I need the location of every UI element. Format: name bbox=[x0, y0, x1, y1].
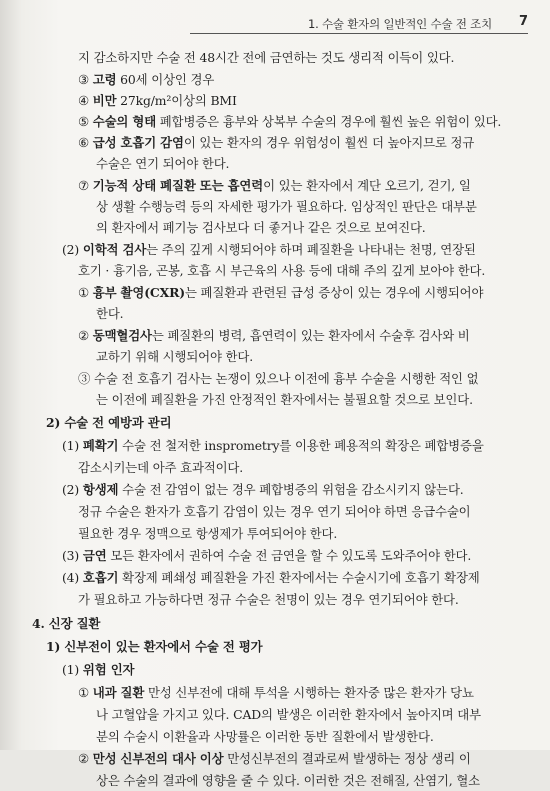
line-rest: 수술 전 감염이 없는 경우 폐합병증의 위험을 감소시키지 않는다. bbox=[118, 482, 464, 497]
line-prefix: ⑦ bbox=[78, 178, 93, 193]
line-prefix: ⑤ bbox=[78, 114, 93, 129]
text-line: 분의 수술시 이환율과 사망률은 이러한 동반 질환에서 발생한다. bbox=[96, 729, 434, 744]
line-emphasis: 만성 신부전의 대사 이상 bbox=[92, 751, 224, 766]
line-prefix: ① bbox=[78, 285, 93, 300]
page-body bbox=[0, 40, 550, 788]
text-line: 는 이전에 폐질환을 가진 안정적인 환자에서는 불필요할 것으로 보인다. bbox=[96, 392, 473, 407]
line-rest: 폐합병증은 흉부와 상복부 수술의 경우에 훨씬 높은 위험이 있다. bbox=[156, 114, 502, 129]
line-emphasis: 기능적 상태 폐질환 또는 흡연력 bbox=[92, 178, 264, 193]
line-rest: 는 폐질환의 병력, 흡연력이 있는 환자에서 수술후 검사와 비 bbox=[151, 328, 470, 343]
page-number: 7 bbox=[518, 14, 528, 29]
line-prefix: (1) bbox=[62, 438, 83, 453]
line-rest: 이 있는 환자에서 계단 오르기, 걷기, 일 bbox=[263, 178, 471, 193]
line-emphasis: 흉부 촬영(CXR) bbox=[92, 285, 185, 300]
line-prefix: ④ bbox=[78, 93, 93, 108]
line-emphasis: 항생제 bbox=[82, 482, 119, 497]
line-prefix: ② bbox=[78, 751, 93, 766]
line-emphasis: 금연 bbox=[82, 548, 107, 563]
text-line bbox=[62, 568, 480, 588]
text-line: 교하기 위해 시행되어야 한다. bbox=[96, 349, 253, 364]
line-rest: 확장제 폐쇄성 폐질환을 가진 환자에서는 수술시기에 호흡기 확장제 bbox=[118, 570, 480, 585]
header-title: 1. 수술 환자의 일반적인 수술 전 조치 bbox=[307, 17, 492, 31]
line-emphasis: 내과 질환 bbox=[92, 685, 145, 700]
line-emphasis: 위험 인자 bbox=[82, 662, 135, 677]
line-emphasis: 폐확기 bbox=[82, 438, 119, 453]
text-line: 정규 수술은 환자가 호흡기 감염이 있는 경우 연기 되어야 하면 응급수술이 bbox=[78, 504, 471, 519]
text-line bbox=[78, 133, 474, 153]
text-line: 수술은 연기 되어야 한다. bbox=[96, 156, 230, 171]
line-prefix: ⑥ bbox=[78, 135, 93, 150]
line-rest: 60세 이상인 경우 bbox=[116, 72, 215, 87]
text-line bbox=[62, 240, 476, 260]
text-line bbox=[62, 546, 471, 566]
text-line: 한다. bbox=[96, 306, 124, 321]
line-emphasis: 비만 bbox=[92, 93, 117, 108]
text-line bbox=[78, 683, 474, 703]
line-rest: 만성 신부전에 대해 투석을 시행하는 환자중 많은 환자가 당뇨 bbox=[144, 685, 474, 700]
text-line: 상은 수술의 결과에 영향을 줄 수 있다. 이러한 것은 전해질, 산염기, 혈소 bbox=[96, 773, 480, 788]
text-line: ③ 수술 전 호흡기 검사는 논쟁이 있으나 이전에 흉부 수술을 시행한 적인 없 bbox=[78, 371, 479, 386]
text-line bbox=[78, 70, 214, 90]
line-rest: 는 폐질환과 관련된 급성 증상이 있는 경우에 시행되어야 bbox=[184, 285, 484, 300]
line-prefix: (4) bbox=[62, 570, 83, 585]
running-header bbox=[190, 14, 528, 34]
line-emphasis: 고령 bbox=[92, 72, 117, 87]
text-line: 나 고혈압을 가지고 있다. CAD의 발생은 이러한 환자에서 높아지며 대부 bbox=[96, 707, 481, 722]
line-rest: 모든 환자에서 권하여 수술 전 금연을 할 수 있도록 도와주어야 한다. bbox=[106, 548, 472, 563]
line-emphasis: 급성 호흡기 감염 bbox=[92, 135, 184, 150]
line-emphasis: 이학적 검사 bbox=[82, 242, 147, 257]
text-line: 지 감소하지만 수술 전 48시간 전에 금연하는 것도 생리적 이득이 있다. bbox=[78, 50, 455, 65]
line-prefix: (2) bbox=[62, 242, 83, 257]
text-line: 필요한 경우 정맥으로 항생제가 투여되어야 한다. bbox=[78, 526, 338, 541]
line-emphasis: 1) 신부전이 있는 환자에서 수술 전 평가 bbox=[46, 639, 263, 654]
line-emphasis: 동맥혈검사 bbox=[92, 328, 152, 343]
text-line bbox=[78, 112, 501, 132]
text-line bbox=[78, 326, 470, 346]
line-emphasis: 2) 수술 전 예방과 관리 bbox=[46, 415, 172, 430]
line-prefix: ① bbox=[78, 685, 93, 700]
text-line bbox=[62, 480, 464, 500]
line-rest: 는 주의 깊게 시행되어야 하며 폐질환을 나타내는 천명, 연장된 bbox=[146, 242, 476, 257]
text-line: 의 환자에서 폐기능 검사보다 더 좋거나 같은 것으로 보여진다. bbox=[96, 220, 426, 235]
text-line bbox=[78, 91, 237, 111]
line-emphasis: 호흡기 bbox=[82, 570, 119, 585]
header-rule bbox=[190, 33, 528, 34]
text-line bbox=[62, 660, 134, 680]
text-line bbox=[78, 749, 471, 769]
text-line bbox=[46, 637, 262, 657]
text-line: 가 필요하고 가능하다면 정규 수술은 천명이 있는 경우 연기되어야 한다. bbox=[78, 592, 459, 607]
line-emphasis: 수술의 형태 bbox=[92, 114, 157, 129]
line-prefix: (2) bbox=[62, 482, 83, 497]
line-rest: 만성신부전의 결과로써 발생하는 정상 생리 이 bbox=[223, 751, 471, 766]
text-line bbox=[62, 436, 484, 456]
text-line: 호기 · 흉기음, 곤봉, 호흡 시 부근육의 사용 등에 대해 주의 깊게 보아야 한다. bbox=[78, 263, 486, 278]
line-rest: 27kg/m²이상의 BMI bbox=[116, 93, 237, 108]
text-line bbox=[32, 614, 100, 634]
text-line: 감소시키는데 아주 효과적이다. bbox=[78, 460, 244, 475]
line-prefix: ② bbox=[78, 328, 93, 343]
text-line bbox=[78, 283, 483, 303]
text-line bbox=[78, 176, 471, 196]
text-line: 상 생활 수행능력 등의 자세한 평가가 필요하다. 임상적인 판단은 대부분 bbox=[96, 199, 477, 214]
line-rest: 수술 전 철저한 insprometry를 이용한 폐용적의 확장은 폐합병증을 bbox=[118, 438, 484, 453]
line-rest: 이 있는 환자의 경우 위험성이 훨씬 더 높아지므로 정규 bbox=[183, 135, 475, 150]
line-prefix: ③ bbox=[78, 72, 93, 87]
line-prefix: (1) bbox=[62, 662, 83, 677]
line-prefix: (3) bbox=[62, 548, 83, 563]
line-emphasis: 4. 신장 질환 bbox=[32, 616, 101, 631]
text-line bbox=[46, 413, 171, 433]
